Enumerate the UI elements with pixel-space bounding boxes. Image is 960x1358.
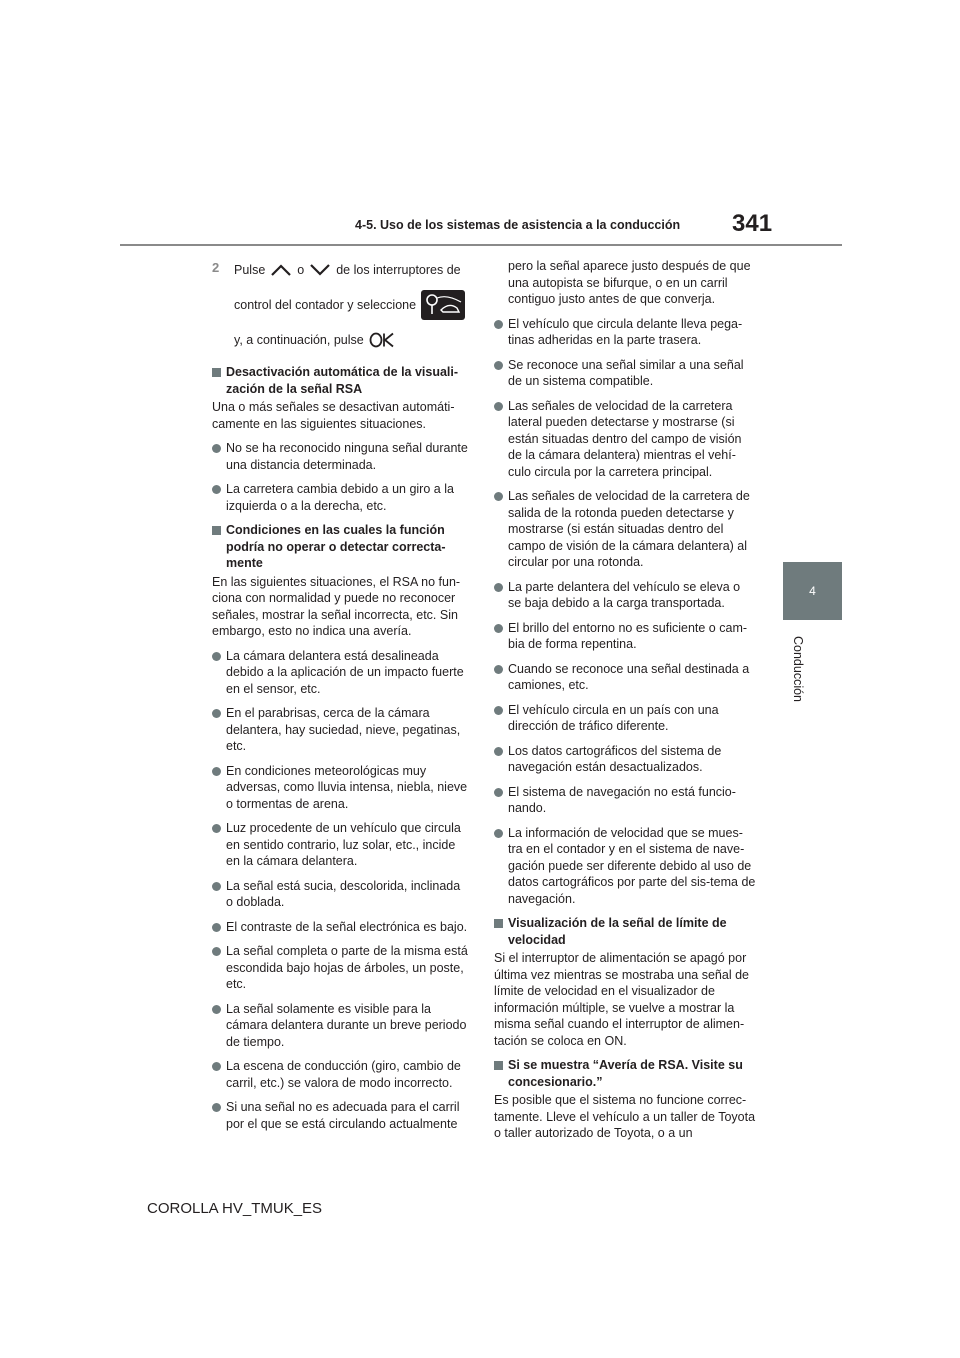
heading-speed-limit-display: Visualización de la señal de límite de velocidad xyxy=(494,915,756,948)
list-item: El contraste de la señal electrónica es bajo. xyxy=(212,919,470,936)
step-text-o: o xyxy=(297,262,305,277)
list-item: El vehículo circula en un país con una dirección de tráfico diferente. xyxy=(494,702,756,735)
step-text-de-los: de los interruptores de xyxy=(336,262,461,277)
list-item: El vehículo que circula delante lleva pega-tinas adheridas en la parte trasera. xyxy=(494,316,756,349)
bullet-icon xyxy=(494,665,503,674)
step-number: 2 xyxy=(212,260,220,275)
list-item: La cámara delantera está desalineada debido a la aplicación de un impacto fuerte en el sensor, etc. xyxy=(212,648,470,698)
list-item: Se reconoce una señal similar a una señal de un sistema compatible. xyxy=(494,357,756,390)
chapter-number: 4 xyxy=(809,584,816,598)
bullet-icon xyxy=(212,947,221,956)
list-item: El sistema de navegación no está funcio-nando. xyxy=(494,784,756,817)
list-item: La señal solamente es visible para la cámara delantera durante un breve periodo de tiempo. xyxy=(212,1001,470,1051)
page-number: 341 xyxy=(732,210,773,237)
header-divider xyxy=(120,244,842,246)
rsa-camera-icon xyxy=(421,290,465,320)
list-item: El brillo del entorno no es suficiente o cam-bia de forma repentina. xyxy=(494,620,756,653)
list-item: Las señales de velocidad de la carretera de salida de la rotonda pueden detectarse y mostrarse (si están situadas dentro del campo de visión de la cámara delantera) al circular por una rotonda. xyxy=(494,488,756,571)
bullet-icon xyxy=(212,652,221,661)
bullet-icon xyxy=(212,1103,221,1112)
continued-paragraph: pero la señal aparece justo después de que una autopista se bifurque, o en un carril contiguo justo antes de que converja. xyxy=(508,259,751,306)
list-item: No se ha reconocido ninguna señal durante una distancia determinada. xyxy=(212,440,470,473)
left-column xyxy=(212,258,470,1140)
bullet-icon xyxy=(212,767,221,776)
list-item: La parte delantera del vehículo se eleva o se baja debido a la carga transportada. xyxy=(494,579,756,612)
square-bullet-icon xyxy=(212,526,221,535)
chapter-side-label xyxy=(788,632,808,712)
bullet-icon xyxy=(212,709,221,718)
step-text-pulse: Pulse xyxy=(234,262,266,277)
chapter-label: Conducción xyxy=(791,635,805,702)
step-text-y-cont: y, a continuación, pulse xyxy=(234,332,364,347)
paragraph: Una o más señales se desactivan automáti-camente en las siguientes situaciones. xyxy=(212,400,455,431)
bullet-icon xyxy=(212,444,221,453)
bullet-icon xyxy=(494,583,503,592)
square-bullet-icon xyxy=(494,919,503,928)
bullet-icon xyxy=(494,624,503,633)
step-text-control: control del contador y seleccione xyxy=(234,297,417,312)
heading-rsa-fault: Si se muestra “Avería de RSA. Visite su concesionario.” xyxy=(494,1057,756,1090)
list-item: Si una señal no es adecuada para el carril por el que se está circulando actualmente xyxy=(212,1099,470,1132)
bullet-icon xyxy=(212,824,221,833)
list-item: La señal completa o parte de la misma está escondida bajo hojas de árboles, un poste, etc. xyxy=(212,943,470,993)
list-item: La escena de conducción (giro, cambio de carril, etc.) se valora de modo incorrecto. xyxy=(212,1058,470,1091)
section-title: 4-5. Uso de los sistemas de asistencia a la conducción xyxy=(355,218,681,232)
bullet-icon xyxy=(212,485,221,494)
bullet-icon xyxy=(494,402,503,411)
list-item: Los datos cartográficos del sistema de navegación están desactualizados. xyxy=(494,743,756,776)
list-item: Las señales de velocidad de la carretera lateral pueden detectarse y mostrarse (si están situadas dentro del campo de visión de la cámara delantera) mientras el vehí-culo circula por la carretera principal. xyxy=(494,398,756,481)
heading-auto-deactivation: Desactivación automática de la visuali-zación de la señal RSA xyxy=(212,364,470,397)
paragraph: En las siguientes situaciones, el RSA no fun-ciona con normalidad y puede no reconocer señales, mostrar la señal incorrecta, etc. Sin embargo, esto no indica una avería. xyxy=(212,574,461,638)
paragraph: Es posible que el sistema no funcione correc-tamente. Lleve el vehículo a un taller de Toyota o taller autorizado de Toyota, o a un xyxy=(494,1093,756,1140)
bullet-icon xyxy=(494,788,503,797)
square-bullet-icon xyxy=(212,368,221,377)
list-item: La información de velocidad que se mues-tra en el contador y en el sistema de nave-gación puede ser diferente debido al uso de datos cartográficos por parte del sis-tema de navegación. xyxy=(494,825,756,908)
heading-conditions: Condiciones en las cuales la función podría no operar o detectar correcta-mente xyxy=(212,522,470,572)
bullet-icon xyxy=(494,361,503,370)
step-2 xyxy=(212,258,470,352)
right-column xyxy=(494,258,756,1150)
list-item: La señal está sucia, descolorida, inclinada o doblada. xyxy=(212,878,470,911)
paragraph: Si el interruptor de alimentación se apagó por última vez mientras se mostraba una señal de límite de velocidad en el visualizador de información múltiple, se vuelve a mostrar la misma señal cuando el interruptor de alimen-tación se coloca en ON. xyxy=(494,951,749,1048)
bullet-icon xyxy=(494,706,503,715)
list-item: Luz procedente de un vehículo que circula en sentido contrario, luz solar, etc., incide en la cámara delantera. xyxy=(212,820,470,870)
list-item: La carretera cambia debido a un giro a la izquierda o a la derecha, etc. xyxy=(212,481,470,514)
list-item: Cuando se reconoce una señal destinada a camiones, etc. xyxy=(494,661,756,694)
chapter-tab xyxy=(783,562,842,620)
bullet-icon xyxy=(212,923,221,932)
bullet-icon xyxy=(494,320,503,329)
ok-icon xyxy=(369,332,395,348)
bullet-icon xyxy=(494,747,503,756)
chevron-down-icon xyxy=(309,263,331,277)
bullet-icon xyxy=(212,1062,221,1071)
square-bullet-icon xyxy=(494,1061,503,1070)
footer-model: COROLLA HV_TMUK_ES xyxy=(147,1200,323,1217)
bullet-icon xyxy=(494,829,503,838)
bullet-icon xyxy=(212,882,221,891)
bullet-icon xyxy=(212,1005,221,1014)
list-item: En condiciones meteorológicas muy adversas, como lluvia intensa, niebla, nieve o tormentas de arena. xyxy=(212,763,470,813)
chevron-up-icon xyxy=(270,263,292,277)
list-item: En el parabrisas, cerca de la cámara delantera, hay suciedad, nieve, pegatinas, etc. xyxy=(212,705,470,755)
bullet-icon xyxy=(494,492,503,501)
